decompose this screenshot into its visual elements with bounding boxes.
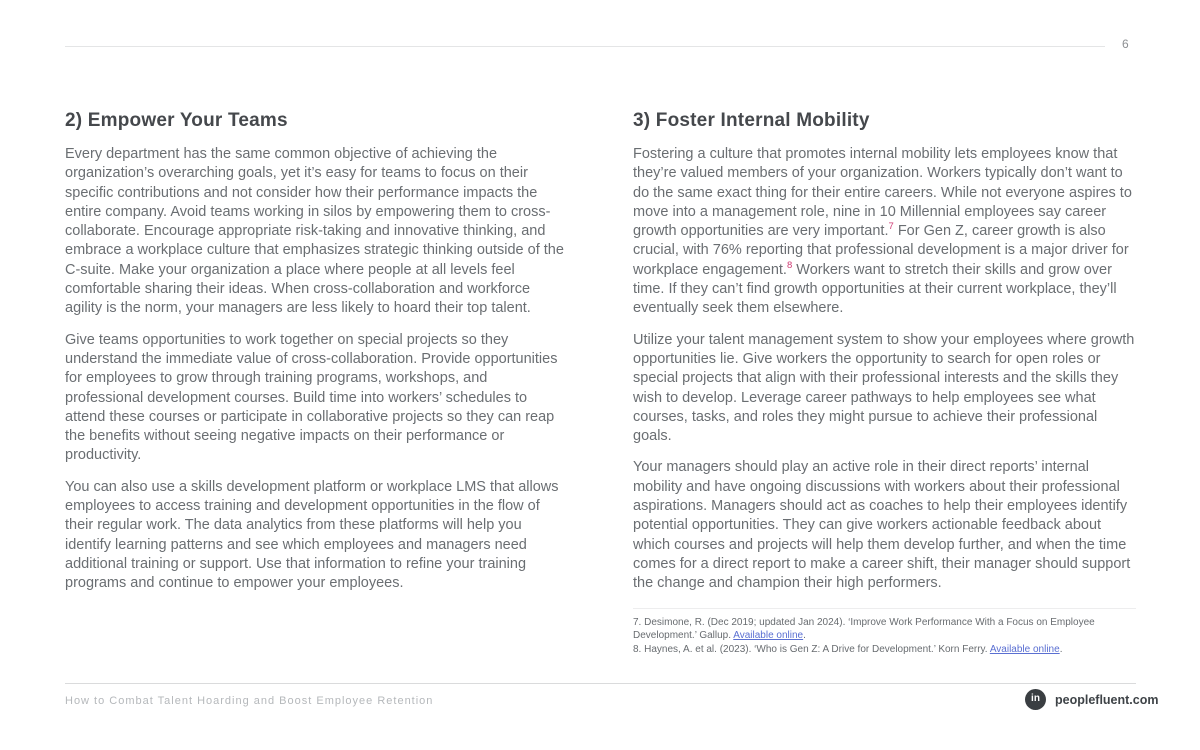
footnote-7 bbox=[633, 617, 1136, 642]
footer-document-title: How to Combat Talent Hoarding and Boost Employee Retention bbox=[65, 695, 434, 707]
paragraph bbox=[633, 145, 1135, 319]
section-heading-empower-teams: 2) Empower Your Teams bbox=[65, 110, 288, 131]
footnote-text: 7. Desimone, R. (Dec 2019; updated Jan 2024). ‘Improve Work Performance With a Focus on Employee Development.’ Gallup. bbox=[633, 617, 1095, 641]
footnote-ref-8[interactable]: 8 bbox=[786, 259, 793, 271]
paragraph: Utilize your talent management system to show your employees where growth opportunities lie. Give workers the opportunity to search for open roles or special projects that align with their professional interests and the skills they wish to develop. Leverage career pathways to help employees see what courses, tasks, and roles they might pursue to achieve their professional goals. bbox=[633, 331, 1135, 445]
footnote-8-link[interactable]: Available online bbox=[989, 644, 1060, 655]
header-divider bbox=[65, 46, 1105, 47]
paragraph-text: Workers want to stretch their skills and grow over time. If they can’t find growth opportunities at their current workplace, they’ll eventually seek them elsewhere. bbox=[633, 261, 1117, 317]
footer-divider bbox=[65, 683, 1136, 684]
right-column bbox=[633, 110, 1135, 606]
footnote-7-link[interactable]: Available online bbox=[733, 629, 804, 641]
brand-url-link[interactable]: peoplefluent.com bbox=[1055, 692, 1159, 707]
footnote-8 bbox=[633, 644, 1136, 657]
footer-brand bbox=[1025, 689, 1158, 710]
footnote-text: . bbox=[1059, 644, 1063, 655]
page-number: 6 bbox=[1122, 37, 1129, 51]
paragraph: Your managers should play an active role in their direct reports’ internal mobility and have ongoing discussions with workers about their professional aspirations. Managers should act as coaches to help their employees identify potential opportunities. They can give workers actionable feedback about which courses and projects will help them develop further, and when the time comes for a direct report to make a career shift, their manager should support the change and champion their high performers. bbox=[633, 459, 1131, 592]
paragraph: Every department has the same common objective of achieving the organization’s overarching goals, yet it’s easy for teams to focus on their specific contributions and not consider how their performance impacts the entire company. Avoid teams working in silos by empowering them to cross-collaborate. Encourage appropriate risk-taking and innovative thinking, and embrace a workplace culture that emphasizes strategic thinking outside of the C-suite. Make your organization a place where people at all levels feel comfortable sharing their ideas. When cross-collaboration and workforce agility is the norm, your managers are less likely to hoard their top talent. bbox=[65, 146, 564, 317]
section-heading-internal-mobility: 3) Foster Internal Mobility bbox=[633, 110, 870, 131]
footnotes-block bbox=[633, 608, 1136, 659]
footnote-ref-7[interactable]: 7 bbox=[888, 221, 894, 233]
paragraph-text: For Gen Z, career growth is also crucial, with 76% reporting that professional development is a major driver for workplace engagement. bbox=[633, 223, 1129, 278]
paragraph: Give teams opportunities to work together on special projects so they understand the immediate value of cross-collaboration. Provide opportunities for employees to grow through training programs, workshops, and professional development courses. Build time into workers’ schedules to attend these courses or participate in collaborative projects so they can reap the benefits without seeing negative impacts on their performance or productivity. bbox=[65, 331, 558, 464]
paragraph-text: Fostering a culture that promotes internal mobility lets employees know that they’re valued members of your organization. Workers typically don’t want to do the same exact thing for their entire careers. While not everyone aspires to move into a management role, nine in 10 Millennial employees say career growth opportunities are very important. bbox=[633, 146, 1132, 240]
footnote-text: 8. Haynes, A. et al. (2023). ‘Who is Gen Z: A Drive for Development.’ Korn Ferry. bbox=[633, 644, 990, 655]
footnote-text: . bbox=[803, 629, 806, 641]
paragraph: You can also use a skills development platform or workplace LMS that allows employees to access training and development opportunities in the flow of their regular work. The data analytics from these platforms will help you identify learning patterns and see which employees and managers need additional training or support. Use that information to refine your training programs and continue to empower your employees. bbox=[65, 478, 559, 592]
left-column bbox=[65, 110, 567, 606]
linkedin-icon[interactable]: in bbox=[1025, 689, 1046, 710]
